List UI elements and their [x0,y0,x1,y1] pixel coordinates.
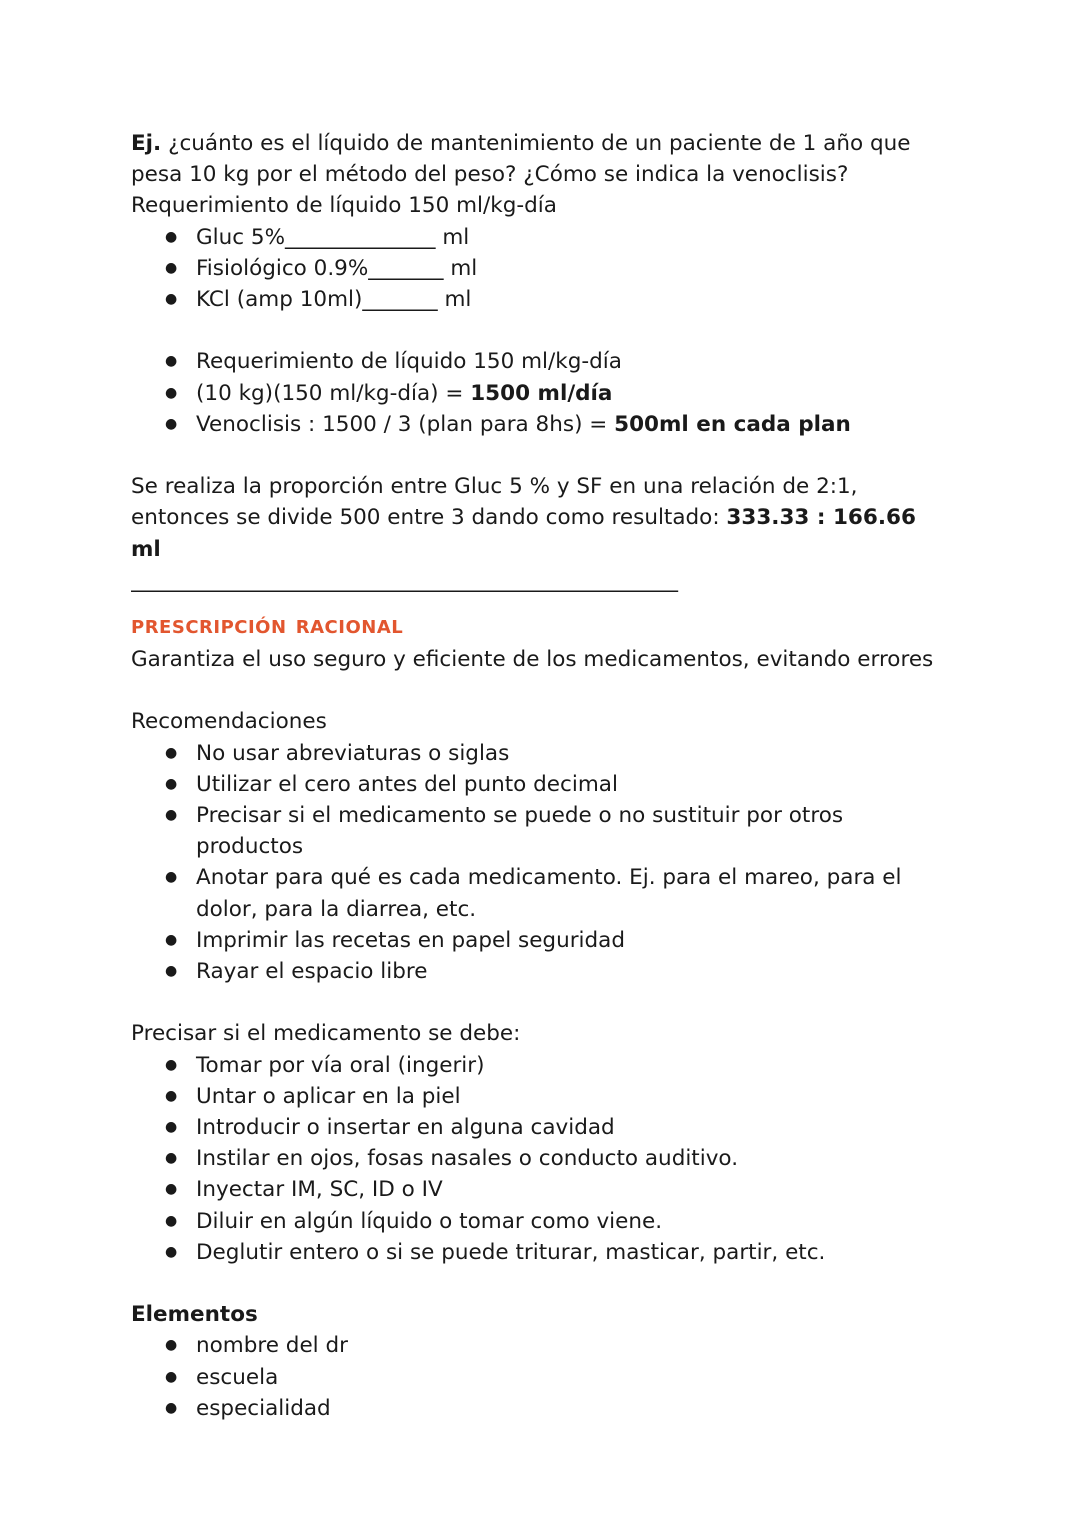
calc-text: Venoclisis : 1500 / 3 (plan para 8hs) = [196,411,615,437]
list-item: ● Gluc 5%______________ ml [196,222,951,253]
list-item: ● Deglutir entero o si se puede triturar, masticar, partir, etc. [196,1237,951,1268]
list-item: ● nombre del dr [196,1330,951,1361]
calc-result: 500ml en cada plan [614,411,851,437]
requirement-line: Requerimiento de líquido 150 ml/kg-día [131,193,557,219]
example-question [131,128,951,190]
proportion-paragraph [131,471,951,565]
list-item: ● Diluir en algún líquido o tomar como viene. [196,1206,951,1237]
calc-text: (10 kg)(150 ml/kg-día) = [196,380,471,406]
spacer [131,1268,951,1299]
fill-in-list [131,222,951,316]
list-item: ● Tomar por vía oral (ingerir) [196,1050,951,1081]
list-item: ● escuela [196,1362,951,1393]
recommendations-label: Recomendaciones [131,709,327,735]
list-item: ● especialidad [196,1393,951,1424]
list-item: ● Requerimiento de líquido 150 ml/kg-día [196,346,951,377]
recommendations-list [131,738,951,988]
calc-result: 1500 ml/día [470,380,613,406]
list-item: ● Instilar en ojos, fosas nasales o conducto auditivo. [196,1143,951,1174]
spacer [131,675,951,706]
example-label: Ej. [131,131,162,156]
proportion-result: 333.33 : 166.66 ml [131,505,916,562]
spacer [131,315,951,346]
list-item: ● KCl (amp 10ml)_______ ml [196,284,951,315]
elements-list [131,1330,951,1424]
example-question-text: ¿cuánto es el líquido de mantenimiento de un paciente de 1 año que pesa 10 kg por el método del peso? ¿Cómo se indica la venoclisis? [131,131,911,188]
proportion-text: Se realiza la proporción entre Gluc 5 % y SF en una relación de 2:1, entonces se divide 500 entre 3 dando como resultado: [131,474,858,531]
route-label: Precisar si el medicamento se debe: [131,1021,521,1047]
list-item: ● Precisar si el medicamento se puede o no sustituir por otros productos [196,800,951,862]
list-item: ● Utilizar el cero antes del punto decimal [196,769,951,800]
elements-label: Elementos [131,1302,258,1328]
list-item: ● Untar o aplicar en la piel [196,1081,951,1112]
section-intro: Garantiza el uso seguro y eficiente de los medicamentos, evitando errores [131,647,934,673]
list-item: ● Introducir o insertar en alguna cavidad [196,1112,951,1143]
spacer [131,440,951,471]
list-item: ● Imprimir las recetas en papel seguridad [196,925,951,956]
list-item: ● Fisiológico 0.9%_______ ml [196,253,951,284]
list-item: ● Anotar para qué es cada medicamento. Ej. para el mareo, para el dolor, para la diarrea, etc. [196,862,951,924]
document-body [131,128,951,1424]
list-item: ● No usar abreviaturas o siglas [196,738,951,769]
route-list [131,1050,951,1268]
calculation-list [131,346,951,440]
list-item [196,409,951,440]
spacer [131,987,951,1018]
list-item: ● Inyectar IM, SC, ID o IV [196,1174,951,1205]
divider-line: ________________________________________________________ [131,567,677,593]
list-item: ● Rayar el espacio libre [196,956,951,987]
section-heading: prescripción racional [131,610,404,640]
list-item [196,378,951,409]
